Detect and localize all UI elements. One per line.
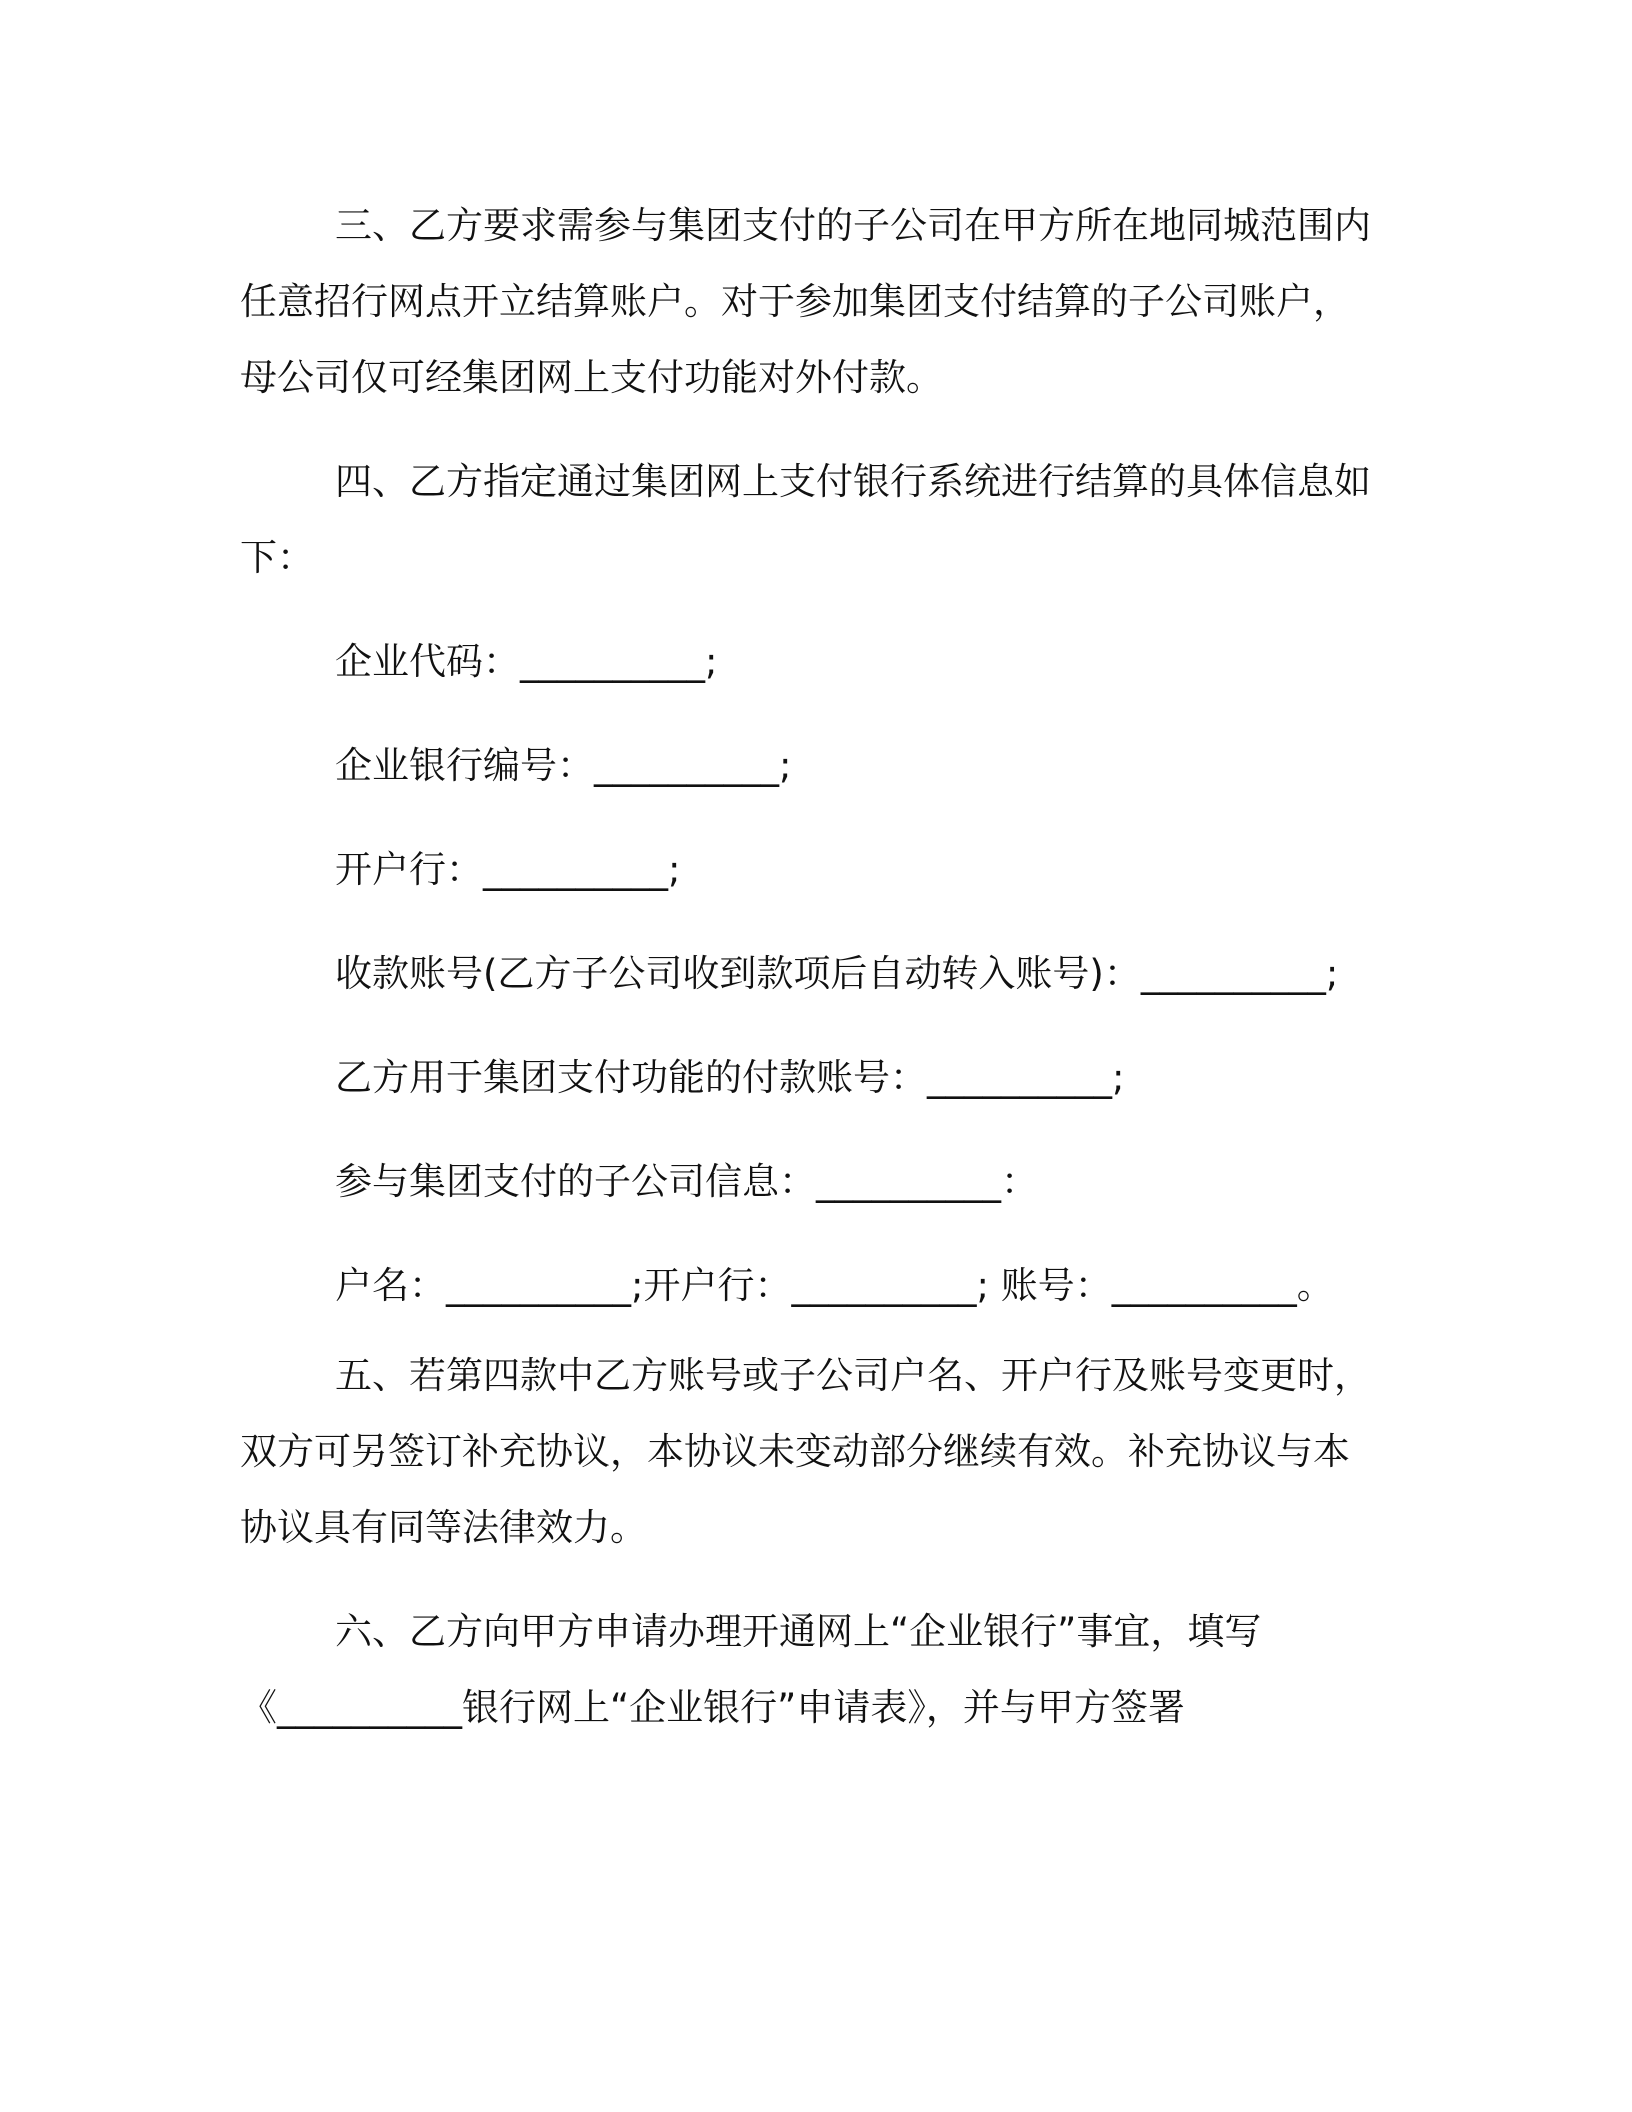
field-opening-bank: 开户行：__________; <box>335 848 681 891</box>
field-account-details: 户名：__________;开户行：__________; 账号：__________。 <box>335 1264 1334 1307</box>
clause-3 <box>240 188 1390 416</box>
field-payment-account: 乙方用于集团支付功能的付款账号：__________; <box>335 1056 1125 1099</box>
field-enterprise-code: 企业代码：__________; <box>335 640 718 683</box>
field-enterprise-bank-number: 企业银行编号：__________; <box>335 744 792 787</box>
clause-6-line: 《__________银行网上“企业银行”申请表》，并与甲方签署 <box>240 1686 1185 1729</box>
clause-6-line: 六、乙方向甲方申请办理开通网上“企业银行”事宜，填写 <box>335 1610 1262 1653</box>
clause-6 <box>240 1594 1390 1746</box>
field-subsidiary-info: 参与集团支付的子公司信息：__________： <box>335 1160 1038 1203</box>
clause-5-line: 双方可另签订补充协议，本协议未变动部分继续有效。补充协议与本 <box>240 1430 1350 1473</box>
clause-4-line: 下： <box>240 536 314 579</box>
clause-4-line: 四、乙方指定通过集团网上支付银行系统进行结算的具体信息如 <box>335 460 1371 503</box>
clause-5-line: 协议具有同等法律效力。 <box>240 1506 647 1549</box>
clause-5-line: 五、若第四款中乙方账号或子公司户名、开户行及账号变更时， <box>335 1354 1371 1397</box>
clause-3-line: 母公司仅可经集团网上支付功能对外付款。 <box>240 356 943 399</box>
document-body <box>240 188 1390 1746</box>
clause-4 <box>240 444 1390 596</box>
field-receiving-account: 收款账号(乙方子公司收到款项后自动转入账号)：__________; <box>335 952 1339 995</box>
clause-3-line: 三、乙方要求需参与集团支付的子公司在甲方所在地同城范围内 <box>335 204 1371 247</box>
clause-5 <box>240 1338 1390 1566</box>
clause-3-line: 任意招行网点开立结算账户。对于参加集团支付结算的子公司账户， <box>240 280 1350 323</box>
